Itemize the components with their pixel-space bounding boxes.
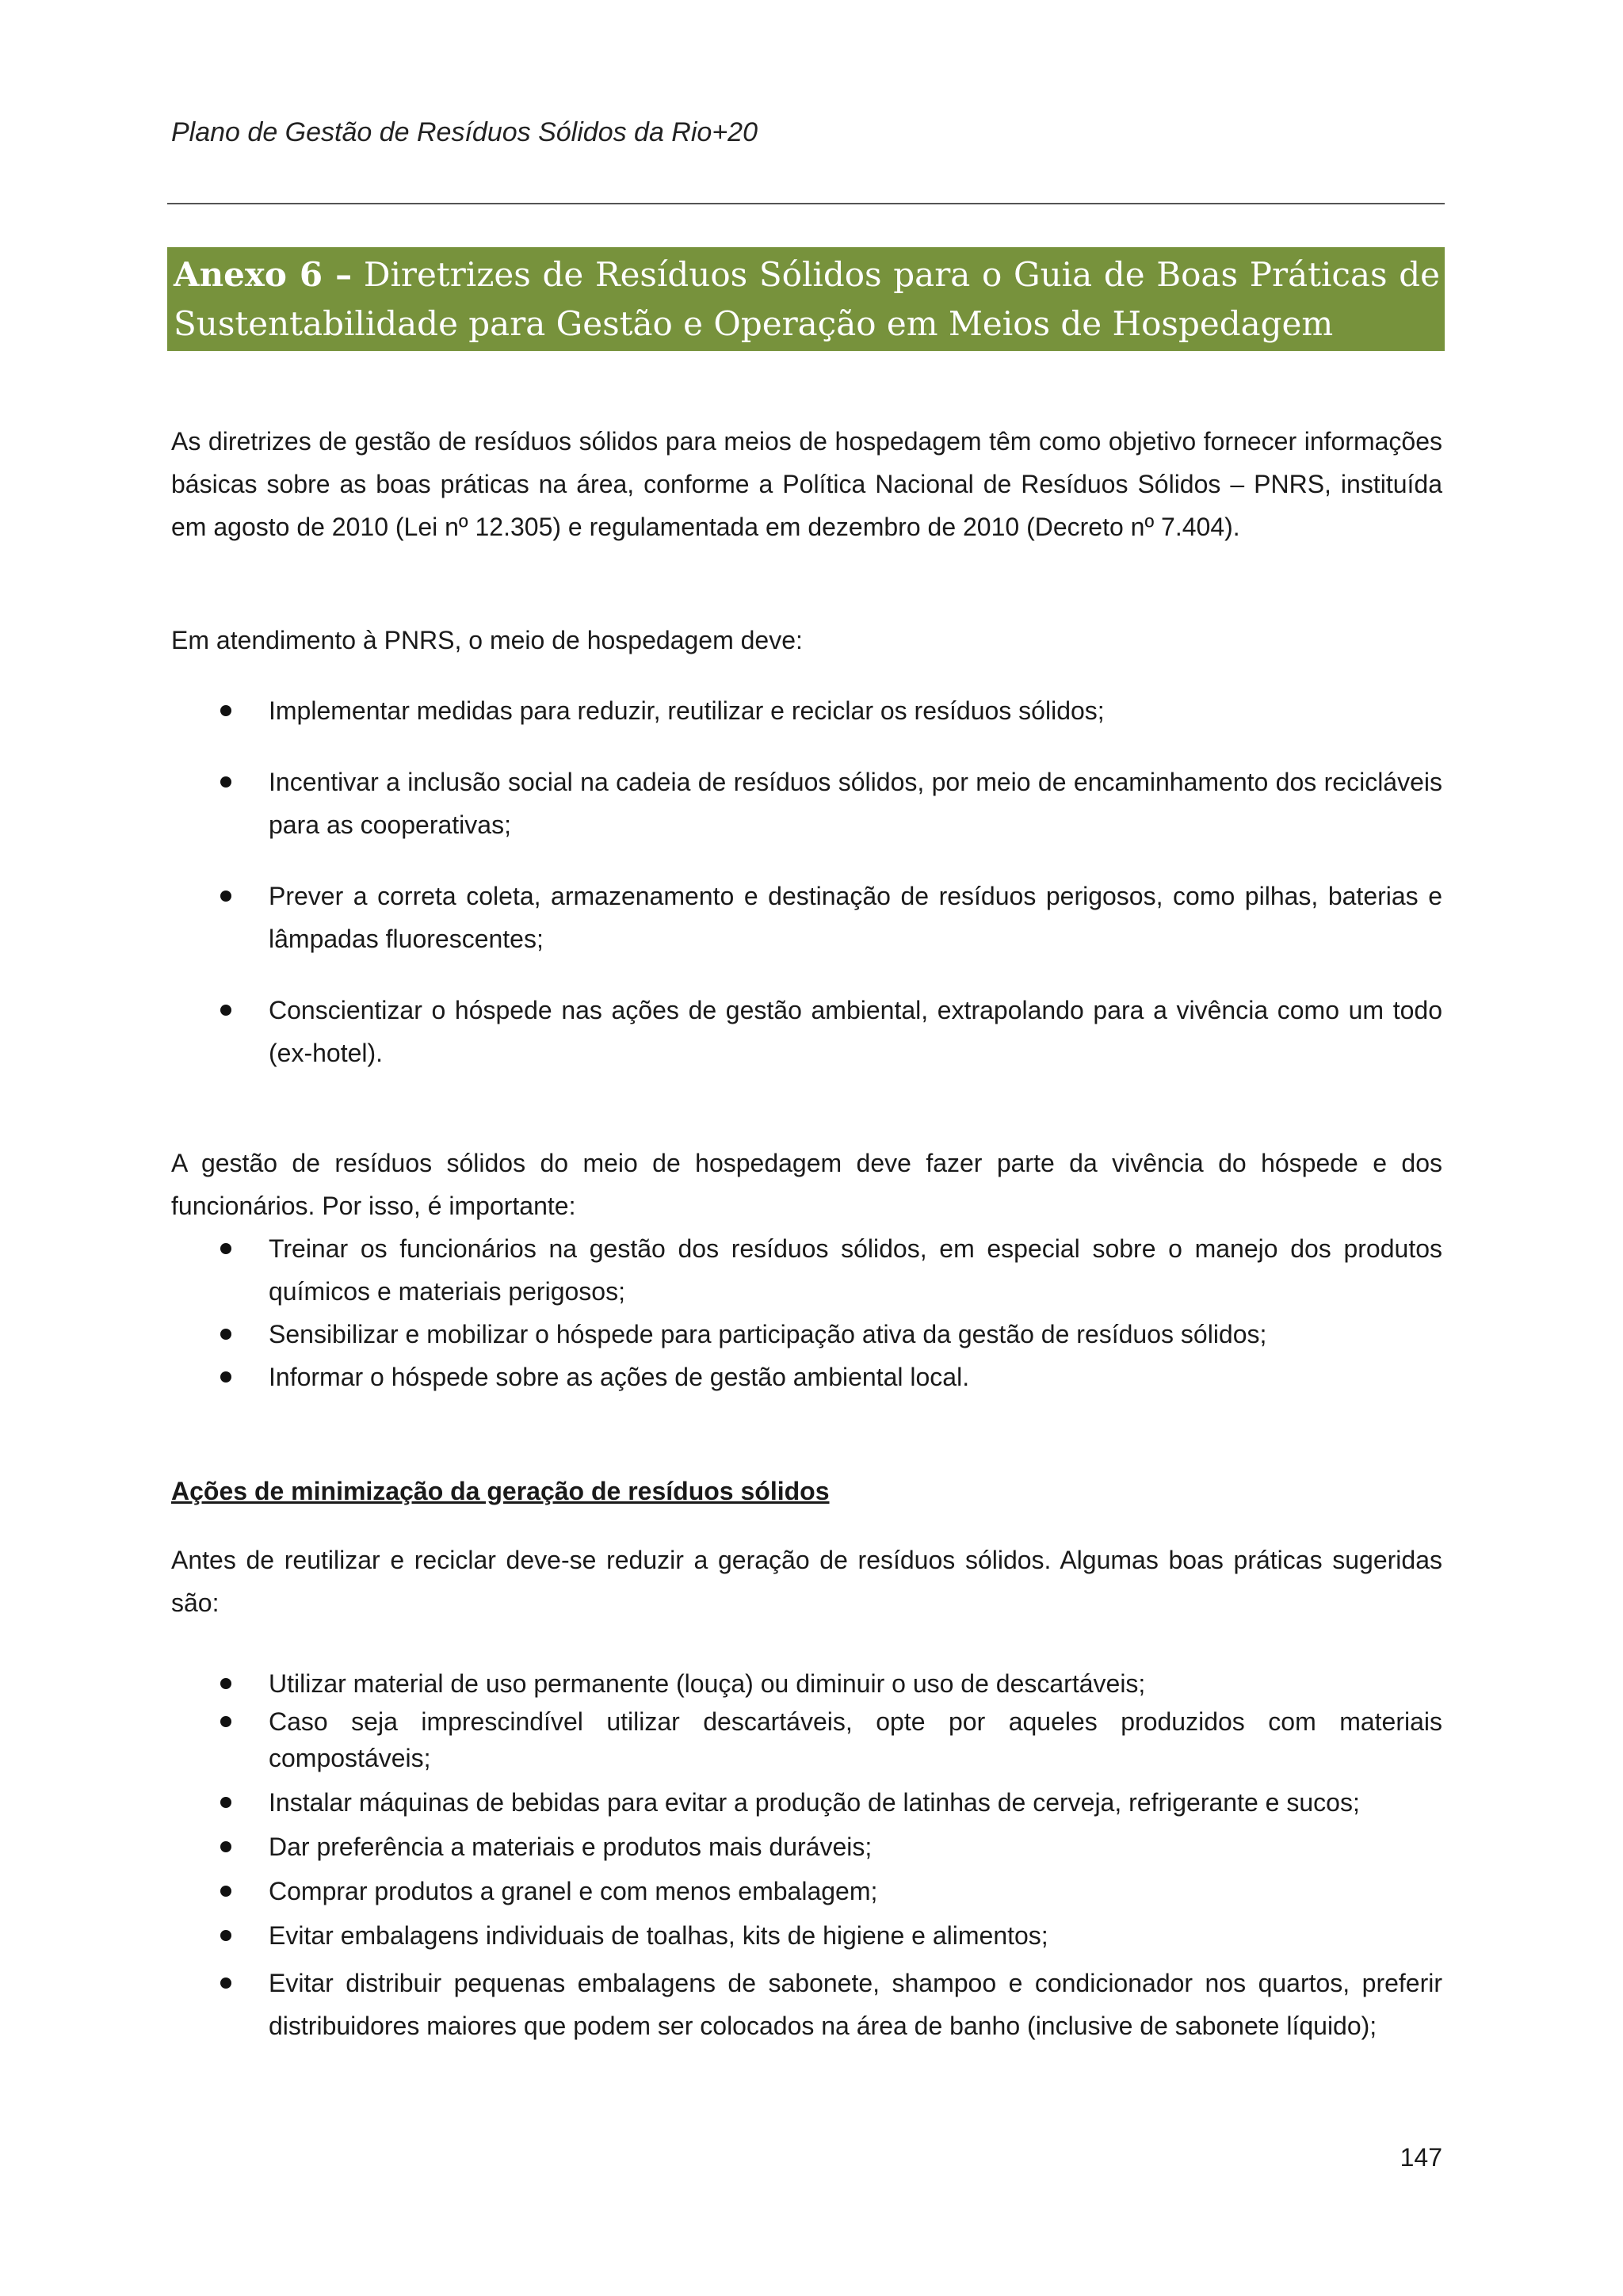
list-item: Incentivar a inclusão social na cadeia de resíduos sólidos, por meio de encaminhamento dos recicláveis para as cooperativas;	[171, 761, 1442, 846]
list-item: Comprar produtos a granel e com menos embalagem;	[171, 1873, 1442, 1909]
minimizacao-lead-paragraph: Antes de reutilizar e reciclar deve-se reduzir a geração de resíduos sólidos. Algumas boas práticas sugeridas são:	[171, 1546, 1442, 1617]
vivencia-lead-paragraph: A gestão de resíduos sólidos do meio de hospedagem deve fazer parte da vivência do hóspede e dos funcionários. Por isso, é importante:	[171, 1149, 1442, 1220]
bullet-icon	[220, 1841, 231, 1852]
pnrs-lead-paragraph: Em atendimento à PNRS, o meio de hospedagem deve:	[171, 626, 803, 654]
bullet-icon	[220, 1371, 231, 1383]
list-item: Evitar embalagens individuais de toalhas, kits de higiene e alimentos;	[171, 1917, 1442, 1954]
section-heading: Ações de minimização da geração de resíduos sólidos	[171, 1477, 830, 1505]
list-item: Caso seja imprescindível utilizar descartáveis, opte por aqueles produzidos com materiais compostáveis;	[171, 1703, 1442, 1776]
vivencia-list	[171, 1227, 1442, 1398]
list-item: Prever a correta coleta, armazenamento e destinação de resíduos perigosos, como pilhas, baterias e lâmpadas fluorescentes;	[171, 875, 1442, 960]
intro-paragraph: As diretrizes de gestão de resíduos sólidos para meios de hospedagem têm como objetivo fornecer informações básicas sobre as boas práticas na área, conforme a Política Nacional de Resíduos Sólidos – PNRS, instituída em agosto de 2010 (Lei nº 12.305) e regulamentada em dezembro de 2010 (Decreto nº 7.404).	[171, 427, 1442, 541]
annex-title-text: Diretrizes de Resíduos Sólidos para o Guia de Boas Práticas de Sustentabilidade para Gestão e Operação em Meios de Hospedagem	[174, 255, 1440, 343]
list-item: Informar o hóspede sobre as ações de gestão ambiental local.	[171, 1356, 1442, 1398]
page-number: 147	[1400, 2143, 1442, 2172]
list-item: Utilizar material de uso permanente (louça) ou diminuir o uso de descartáveis;	[171, 1665, 1442, 1702]
list-item: Sensibilizar e mobilizar o hóspede para participação ativa da gestão de resíduos sólidos;	[171, 1313, 1442, 1356]
pnrs-list	[171, 689, 1442, 1074]
annex-title-prefix: Anexo 6 –	[174, 255, 353, 294]
header-divider	[167, 203, 1445, 204]
list-item: Conscientizar o hóspede nas ações de gestão ambiental, extrapolando para a vivência como um todo (ex-hotel).	[171, 989, 1442, 1074]
list-item: Evitar distribuir pequenas embalagens de sabonete, shampoo e condicionador nos quartos, preferir distribuidores maiores que podem ser colocados na área de banho (inclusive de sabonete líquido);	[171, 1962, 1442, 2047]
list-item: Dar preferência a materiais e produtos mais duráveis;	[171, 1829, 1442, 1865]
bullet-icon	[220, 1329, 231, 1340]
bullet-icon	[220, 1243, 231, 1254]
bullet-icon	[220, 891, 231, 902]
list-item: Treinar os funcionários na gestão dos resíduos sólidos, em especial sobre o manejo dos produtos químicos e materiais perigosos;	[171, 1227, 1442, 1313]
bullet-icon	[220, 776, 231, 788]
bullet-icon	[220, 1797, 231, 1808]
running-header: Plano de Gestão de Resíduos Sólidos da Rio+20	[171, 117, 758, 147]
bullet-icon	[220, 1978, 231, 1989]
bullet-icon	[220, 1678, 231, 1689]
list-item: Implementar medidas para reduzir, reutilizar e reciclar os resíduos sólidos;	[171, 689, 1442, 732]
bullet-icon	[220, 1930, 231, 1941]
bullet-icon	[220, 1716, 231, 1727]
bullet-icon	[220, 1005, 231, 1016]
bullet-icon	[220, 705, 231, 716]
list-item: Instalar máquinas de bebidas para evitar a produção de latinhas de cerveja, refrigerante e sucos;	[171, 1784, 1442, 1821]
annex-title-banner	[167, 247, 1445, 351]
bullet-icon	[220, 1886, 231, 1897]
minimizacao-list	[171, 1665, 1442, 2055]
